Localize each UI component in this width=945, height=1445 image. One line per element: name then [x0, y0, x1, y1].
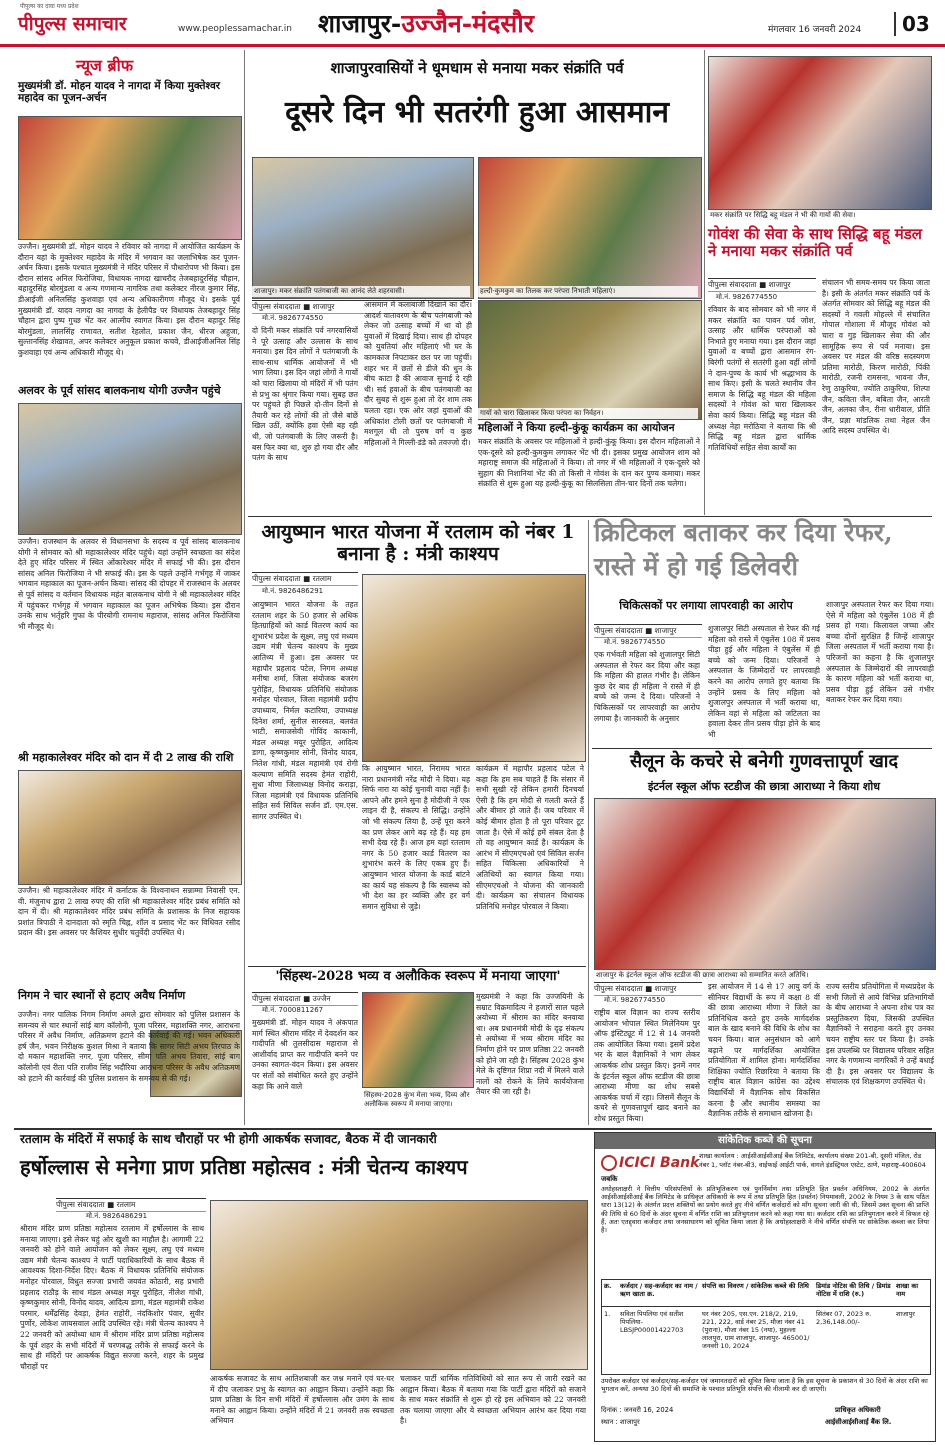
notice-place: स्थान : शाजापुर — [601, 1418, 640, 1426]
bank-logo-icon — [601, 1155, 617, 1171]
salon-byline-reporter: पीपुल्स संवाददाता — [594, 984, 643, 993]
critical-subhead: चिकित्सकों पर लगाया लापरवाही का आरोप — [619, 599, 793, 612]
salon-col-2: इस आयोजन में 14 से 17 आयु वर्ग के सीनियर विद्यार्थी के रूप में कक्षा 8 वीं की छात्रा आराध्या मीणा ने जिले का प्रतिनिधित्व करते हुए उनके मार्गदर्शक बाल के खाद बनाने की विधि के शोध का चयन किया। बाल अनुसंधान को आगे बढ़ाने पर मार्गदर्शिका आयोजित प्रतियोगिता में शामिल होना। मार्गदर्शिका शिक्षिका ज्योति रिछारिया ने बताया कि राष्ट्रीय बाल विज्ञान कांग्रेस का उद्देश्य विद्यार्थियों में वैज्ञानिक सोच विकसित करना है और स्थानीय समस्या का वैज्ञानिक तरीके से समाधान खोजना है। — [708, 982, 820, 1119]
edition-date: मंगलवार 16 जनवरी 2024 — [768, 25, 862, 35]
critical-byline-place: शाजापुर — [654, 626, 677, 635]
notice-row-branch: शाजापुर — [896, 1310, 915, 1318]
ratlam-col-3: चलाकर पार्टी धार्मिक गतिविधियों को सात रूप से जारी रखने का आह्वान किया। बैठक में बताया गया कि पार्टी द्वारा मंदिरों को सजाने के साथ मकर संक्रांति से शुरू हो रहे इस अभियान को 22 जनवरी तक चलाया जाएगा और ये स्वच्छता अभियान आरंभ कर दिया गया है। — [400, 1374, 586, 1426]
salon-col-1: राष्ट्रीय बाल विज्ञान का राज्य स्तरीय आयोजन भोपाल स्थित मिलेनियम पुर ऑफ इंस्टिट्यूट में 12 से 14 जनवरी तक आयोजित किया गया। इसमें प्रदेश भर के बाल वैज्ञानिकों ने भाग लेकर आकर्षक शोध प्रस्तुत किए। इनमें नगर के इंटर्नल स्कूल ऑफ स्टडीज की छात्रा आराध्या मीणा का शोध सबसे आकर्षक चर्चा में रहा। जिसमें सैलून के कचरे से गुणवत्तापूर्ण खाद बनाने का शोध प्रस्तुत किया। — [594, 1008, 700, 1123]
edition-title — [318, 6, 534, 40]
brief-2-headline: अलवर के पूर्व सांसद बालकनाथ योगी उज्जैन पहुंचे — [18, 384, 221, 397]
cow-photo-caption: मकर संक्रांति पर सिद्धि बहू मंडल ने भी की गायों की सेवा। — [708, 210, 930, 221]
brief-1-body: उज्जैन। मुख्यमंत्री डॉ. मोहन यादव ने रविवार को नागदा में आयोजित कार्यक्रम के दौरान यहां के मुक्तेश्वर महादेव के मंदिर में भगवान का जलाभिषेक कर पूजन-अर्चन किया। इसके पश्चात मुख्यमंत्री ने मंदिर परिसर में पौधारोपण भी किया। इस दौरान सांसद अनिल फिरोजिया, विधायक नागदा खाचरौद तेजबहादुरसिंह चौहान, बहादुरसिंह बोरमुंडला व अन्य गणमान्य नागरिक तथा कलेक्टर नीरज कुमार सिंह, डीआईजी अनिलसिंह कुशवाहा एवं अन्य अधिकारीगण मौजूद थे। इसके पूर्व मुख्यमंत्री डॉ. यादव नागदा का नागदा के हेलीपैड पर विधायक तेजबहादुर सिंह चौहान द्वारा पुष्प गुच्छ भेंट कर आत्मीय स्वागत किया। इस दौरान बहादुर सिंह बोरमुंडला, लालसिंह राणावत, सतीश रेहलोत, प्रकाश जैन, धीरज अहुजा, सुल्तानसिंह शेखावत, अपर कलेक्टर अनुकूल प्रकाश कचवे, डीआईजीअनिल सिंह कुशवाहा एवं अन्य अधिकारी मौजूद थे। — [18, 242, 240, 357]
cow-byline: पीपुल्स संवाददाता ■ शाजापुर — [708, 278, 816, 292]
divider-right-top — [704, 50, 705, 515]
simhastha-headline: 'सिंहस्थ-2028 भव्य व अलौकिक स्वरूप में मनाया जाएगा' — [275, 969, 561, 984]
notice-th-property: संपत्ति का विवरण / सांकेतिक कब्जे की तिथि — [702, 1282, 809, 1290]
cow-col-2: संचालन भी समय-समय पर किया जाता है। इसी के अंतर्गत मकर संक्रांति पर्व के अंतर्गत सोमवार को सिद्धि बहू मंडल की सदस्यों ने गवली मोहल्ले में संचालित गोपाल गोशाला में मौजूद गोवंश को चारा व गुड़ खिलाकर सेवा की और सामूहिक रूप से पर्व मनाया। इस अवसर पर मंडल की वरिष्ठ सदस्यगण प्रतिमा मारोठी, किरण मारोठी, पिंकी मारोठी, रजनी रामसना, भावना जैन, रेणु ठाकुरिया, ज्योति ठाकुरिया, शिल्पा जैन, कविता जैन, बबिता जैन, आरती जैन, अलका जैन, रीना धारीवाल, प्रीति जैन, प्रज्ञा मांडलिक तथा नेहल जैन आदि सदस्य उपस्थित थे। — [822, 278, 930, 436]
ratlam-col-2: आकर्षक सजावट के साथ आतिशबाजी कर जश्न मनाने एवं घर-घर में दीप जलाकर प्रभु के स्वागत का आह्वान किया। उन्होंने कहा कि प्राण प्रतिष्ठा के दिन सभी मंदिरों में हर्षोल्लास और उमंग के साथ मनाने का आह्वान किया। उन्होंने मंदिरों में 21 जनवरी तक स्वच्छता अभियान — [210, 1374, 394, 1426]
lead-sidebox-headline: महिलाओं ने किया हल्दी-कुंकू कार्यक्रम का आयोजन — [478, 422, 675, 434]
simhastha-mobile: मो.नं. 7000811267 — [262, 1006, 324, 1014]
notice-title: सांकेतिक कब्जे की सूचना — [595, 1133, 935, 1149]
lead-photo-haldi — [478, 157, 702, 299]
ayushman-mobile: मो.नं. 9826486291 — [262, 587, 324, 595]
notice-sign-1: प्राधिकृत अधिकारी — [835, 1406, 881, 1414]
lead-photo-cows — [478, 300, 702, 420]
page-number: 03 — [894, 12, 942, 36]
simhastha-col-3: मुख्यमंत्री ने कहा कि उज्जयिनी के सम्राट विक्रमादित्य ने हजारों साल पहले अयोध्या में श्रीराम का मंदिर बनवाया था। अब प्रधानमंत्री मोदी के दृढ़ संकल्प से अयोध्या में भव्य श्रीराम मंदिर का निर्माण होने पर प्राण प्रतिष्ठा 22 जनवरी को होने जा रही है। सिंहस्थ 2028 कुंभ मेले के दृष्टिगत शिप्रा नदी में मिलने वाले नालों को रोकने के लिये कार्ययोजना तैयार की जा रही है। — [476, 992, 584, 1097]
salon-mobile: मो.नं. 9826774550 — [604, 996, 666, 1004]
notice-row-property: घर नंबर 205, एस.एन. 218/2, 219, 221, 222, वार्ड नंबर 25, मौजा नंबर 41 (पुराना), मौजा नंबर 15 (नया), मुहल्ला लालपुरा, ग्राम शाजापुर, शाजापुर- 465001/ जनवरी 10, 2024 — [702, 1310, 810, 1350]
ratlam-photo — [210, 1200, 588, 1370]
cow-byline-place: शाजापुर — [768, 280, 791, 289]
lead-mobile: मो.नं. 9826774550 — [262, 314, 324, 322]
ayushman-byline-reporter: पीपुल्स संवाददाता — [252, 574, 301, 583]
lead-photo-haldi-caption: हल्दी-कुमकुम का तिलक कर परंपरा निभाती महिलाएं। — [478, 286, 698, 297]
notice-sign-2: आईसीआईसीआई बैंक लि. — [825, 1418, 892, 1426]
notice-row-borrower: सविता पिपलिया एवं सतीश पिपलिया- LBSJP00001422703 — [620, 1310, 684, 1334]
divider-critical-salon — [592, 748, 932, 749]
salon-col-3: राज्य स्तरीय प्रतियोगिता में मध्यप्रदेश के सभी जिलों से आये विभिन्न प्रतिभागियों के बीच आराध्या ने अपना शोध पत्र का प्रस्तुतिकरण दिया, जिसकी उपस्थित वैज्ञानिकों ने सराहना करते हुए उनका चयन राष्ट्रीय स्तर पर किया है। उनके इस उपलब्धि पर विद्यालय परिवार सहित नगर के गणमान्य नागरिकों ने उन्हें बधाई दी है। इस अवसर पर विद्यालय के संचालक एवं शिक्षकगण उपस्थित थे। — [826, 982, 934, 1087]
ratlam-col-1: श्रीराम मंदिर प्राण प्रतिष्ठा महोत्सव रतलाम में हर्षोल्लास के साथ मनाया जाएगा। इसे लेकर चहुं ओर खुशी का माहौल है। आगामी 22 जनवरी को होने वाले आयोजन को लेकर सूक्ष्म, लघु एवं मध्यम उद्यम मंत्री चेतन्य काश्यप ने पार्टी पदाधिकारियों के साथ बैठक में आवश्यक दिशा-निर्देश दिए। बैठक में विधायक प्रतिनिधि संयोजक मनोहर पोरवाल, विधुत सज्जा प्रभारी जयवंत कोठारी, सह प्रभारी प्रहलाद राठौड़ के साथ मंडल अध्यक्ष मयूर पुरोहित, नीलेश गांधी, कृष्णकुमार सोनी, विनोद यादव, आदित्य डागा, मंडल महामंत्री राकेश परमार, धर्मेंद्रसिंह देवड़ा, हेमंत राहोरी, नंदकिशोर पंवार, सुवीर पुर्णोर, लोकेश जायसवाल आदि उपस्थित रहे। मंत्री चेतन्य काश्यप ने 22 जनवरी को अयोध्या धाम में श्रीराम मंदिर प्राण प्रतिष्ठा महोत्सव के पूर्व शहर के सभी मंदिरों में चरणबद्ध तरीके से सफाई करने के साथ ही मंदिरों पर आकर्षक विद्युत सज्जा करने, शहर के प्रमुख चौराहों पर — [20, 1224, 204, 1371]
notice-bank-name: ICICI Bank — [619, 1155, 700, 1171]
divider-bottom — [14, 1128, 932, 1130]
notice-th-demand: डिमांड नोटिस की तिथि / डिमांड नोटिस में राशि (रु.) — [816, 1282, 891, 1298]
brief-4-body: उज्जैन। नगर पालिक निगम निर्माण अमले द्वारा सोमवार को पुलिस प्रशासन के समन्वय से चार स्थानों सांई बाग कॉलोनी, पूजा परिसर, महाशक्ति नगर, आराधना परिसर में अवैध निर्माण, अतिक्रमण हटाने की कार्रवाई की गई। भवन अधिकारी हर्ष जैन, भवन निरीक्षक कुशल मिश्रा ने बताया कि सागर सिटी अभय तिरपाठ के दो मकान महाशक्ति नगर, पूजा परिसर, सीमा पति अभय तिवारा, सांई बाग कॉलोनी एवं रीता पति राजीव सिंह भदौरिया आराधना परिसर के अवैध अतिक्रमण को हटाने की कार्रवाई की पुलिस प्रशासन के समन्वय से की गई। — [18, 1010, 240, 1083]
notice-th-borrower: कर्जदार / सह-कर्जदार का नाम / ऋण खाता क्र. — [620, 1282, 698, 1298]
lead-photo-cows-caption: गायों को चारा खिलाकर किया परंपरा का निर्वहन। — [478, 408, 698, 419]
divider-simhastha — [248, 966, 586, 967]
notice-footer: उपरोक्त कर्जदार एवं कर्जदार/सह-कर्जदार एवं जमानतदारों को सूचित किया जाता है कि इस सूचना के प्रकाशन से 30 दिनों के अंदर राशि का भुगतान करें, अन्यथा 30 दिनों की समाप्ति के पश्चात प्रतिभूति संपत्ति की नीलामी कर दी जाएगी। — [601, 1377, 928, 1394]
salon-photo — [594, 798, 936, 970]
masthead-website: www.peoplessamachar.in — [178, 24, 292, 34]
cow-headline: गोवंश की सेवा के साथ सिद्धि बहू मंडल ने मनाया मकर संक्रांति पर्व — [708, 225, 922, 261]
brief-3-headline: श्री महाकालेश्वर मंदिर को दान में दी 2 लाख की राशि — [18, 751, 234, 764]
notice-office: शाखा कार्यालय : आईसीआईसीआई बैंक लिमिटेड, कार्यालय संख्या 201-बी, दूसरी मंजिल, रोड नंबर 1, प्लॉट नंबर-बी3, वाईफाई आईटी पार्क, वागले इंडस्ट्रियल एस्टेट, ठाणे, महाराष्ट्र-400604 — [699, 1152, 926, 1169]
cow-mobile: मो.नं. 9826774550 — [716, 293, 778, 301]
ratlam-mobile: मो.नं. 9826486291 — [86, 1212, 148, 1220]
news-brief-title: न्यूज ब्रीफ — [76, 56, 134, 75]
notice-row-sno: 1. — [604, 1310, 611, 1318]
news-brief-label — [18, 54, 240, 76]
ayushman-col-3: कार्यक्रम में महापौर प्रहलाद पटेल ने कहा कि हम सब चाहते हैं कि संसार में सभी सुखी रहें लेकिन हमारी दिनचर्या ऐसी है कि हम मोदी से गलती करते हैं और बीमार हो जाते हैं। जब परिवार में कोई बीमार होता है तो पूरा परिवार टूट जाता है। ऐसे में कोई हमें संबल देता है तो वह आयुष्मान कार्ड है। कार्यक्रम के आरंभ में सीएमएचओ एवं सिविल सर्जन सहित चिकित्सा अधिकारियों ने अतिथियों का स्वागत किया गया। सीएमएचओ ने योजना की जानकारी दी। कार्यक्रम का संचालन विधायक प्रतिनिधि मनोहर पोरवाल ने किया। — [476, 764, 584, 911]
ratlam-byline-place: रतलाम — [116, 1200, 136, 1209]
critical-byline: पीपुल्स संवाददाता ■ शाजापुर — [594, 624, 702, 638]
notice-th-branch: शाखा का नाम — [896, 1282, 919, 1298]
divider-left — [244, 50, 245, 1125]
salon-photo-caption: शाजापुर के इंटर्नल स्कूल ऑफ स्टडीज की छात्रा आराध्या को सम्मानित करते अतिथि। — [594, 970, 934, 981]
edition-title-a: शाजापुर- — [318, 9, 402, 38]
ratlam-byline: पीपुल्स संवाददाता ■ रतलाम — [56, 1198, 206, 1212]
lead-col-1: दो दिनी मकर संक्रांति पर्व नगरवासियों ने पूरे उत्साह और उल्लास के साथ मनाया। इस दिन लोगों ने पतंगबाजी के साथ-साथ धार्मिक आयोजनों में भी भाग लिया। इस दिन जहां लोगों ने गायों को चारा खिलाया वो मंदिरों में भी पतंग से प्रभु का श्रृंगार किया गया। सुबह छत पर पहुंचते ही पिछले दो-तीन दिनों से तैयारी कर रहे लोगों की तो जैसे बांछें खिल उठीं, क्योंकि हवा ऐसी बह रही थी, जो पतंगबाजी के लिए जरूरी है। बस फिर क्या था, शुरु हो गया दौर और पतंग के साथ — [252, 326, 358, 463]
lead-col-2: आसमान में कलाबाजी दिखाने का दौर। आदर्श वातावरण के बीच पतंगबाजी को लेकर जो उत्साह बच्चों में था वो ही युवाओं में दिखाई दिया। साथ ही दोपहर को युवतियां और महिलाएं भी घर के कामकाज निपटाकर छत पर जा पहुंचीं। शहर भर में छतों से डीजे की धुन के बीच काटा है की आवाज सुनाई दे रही थी। सर्द हवाओं के बीच पतंगबाजी का दौर सुबह से शुरू हुआ तो देर शाम तक चलता रहा। एक ओर जहां युवाओं की अधिकांश टोली छतों पर पतंगबाजी में मशगूल थी तो पुरुष वर्ग व कुछ महिलाओं ने गिल्ली-डंडे को तवज्जो दी। — [364, 300, 472, 447]
lead-sidebox-body: मकर संक्रांति के अवसर पर महिलाओं ने हल्दी-कुंकू किया। इस दौरान महिलाओं ने एक-दूसरे को हल्दी-कुमकुम लगाकर भेंट भी दी। इसका प्रमुख आयोजन शाम को महाराष्ट्र समाज की महिलाओं ने किया। तो नगर में भी महिलाओं ने एक-दूसरे को सुहाग की निशानियां भेंट की तो किसी ने गोवंश के दान कर पुण्य कमाया। मकर संक्रांति से शुरू हुआ यह हल्दी-कुंकू का सिलसिला तीन-चार दिनों तक चलेगा। — [478, 437, 700, 489]
lead-kicker: शाजापुरवासियों ने धूमधाम से मनाया मकर संक्रांति पर्व — [330, 59, 624, 77]
masthead-logo: पीपुल्स समाचार — [18, 13, 127, 35]
simhastha-photo-caption: सिंहस्थ-2028 कुंभ मेला भव्य, दिव्य और अलौकिक स्वरूप में मनाया जाएगा। — [362, 1090, 472, 1110]
brief-1-photo — [18, 116, 242, 240]
notice-table-header-rule — [602, 1306, 930, 1307]
simhastha-byline-place: उज्जैन — [312, 994, 331, 1003]
simhastha-byline-reporter: पीपुल्स संवाददाता — [252, 994, 301, 1003]
salon-subhead: इंटर्नल स्कूल ऑफ स्टडीज की छात्रा आराध्या ने किया शोध — [647, 780, 881, 793]
lead-byline-place: शाजापुर — [312, 302, 335, 311]
ayushman-byline: पीपुल्स संवाददाता ■ रतलाम — [252, 572, 358, 586]
bank-notice — [594, 1132, 936, 1442]
critical-mobile: मो.नं. 9826774550 — [604, 638, 666, 646]
salon-byline: पीपुल्स संवाददाता ■ शाजापुर — [594, 982, 702, 996]
notice-intro: जबकि — [601, 1175, 618, 1183]
critical-col-2: शुजालपुर सिटी अस्पताल से रेफर की गई महिला को रास्ते में एंबुलेंस 108 में प्रसव पीड़ा हुई और महिला ने एंबुलेंस में ही बच्चे को जन्म दिया। परिजनों ने अस्पताल के जिम्मेदारों पर लापरवाही करने का आरोप लगाते हुए बताया कि उन्होंने प्रसव के लिए महिला को शुजालपुर अस्पताल में भर्ती कराया था, लेकिन वहां से महिला को जटिलता का हवाला देकर तीन प्रसव पीड़ा होने के बाद भी — [708, 624, 820, 739]
simhastha-col-1: मुख्यमंत्री डॉ. मोहन यादव ने अंकपात मार्ग स्थित श्रीराम मंदिर में देवदर्शन कर गादीपति श्री तुलसीदास महाराज से आशीर्वाद प्राप्त कर गादीपति बनने पर उनका स्वागत-वंदन किया। इस अवसर पर संतों को संबोधित करते हुए उन्होंने कहा कि आने वाले — [252, 1018, 358, 1091]
lead-photo-kites-caption: शाजापुर। मकर संक्रांति पतंगबाजी का आनंद लेते शहरवासी। — [252, 286, 470, 297]
lead-photo-kites — [252, 157, 474, 299]
ayushman-col-2: कि आयुष्मान भारत, निरामय भारत नारा प्रधानमंत्री नरेंद्र मोदी ने दिया। यह सिर्फ नारा या कोई चुनावी वादा नहीं है। आपने और हमने सुना है मोदीजी ने एक लाइन दी है, संकल्प से सिद्धि। उन्होंने जो भी संकल्प लिया है, उन्हें पूरा करने का प्रण लेकर आगे बढ़ रहे हैं। यह हम सभी देख रहे हैं। आज हम यहां रतलाम नगर के 50 हजार कार्ड वितरण का शुभारंभ करने के लिए एकत्र हुए हैं। आयुष्मान भारत योजना के कार्ड बांटने का कार्य यह संकल्प है कि स्वास्थ्य को भी देश का हर व्यक्ति और हर वर्ग समान सुविधा से जुड़े। — [362, 764, 470, 911]
notice-date: दिनांक : जनवरी 16, 2024 — [601, 1406, 674, 1414]
ayushman-headline: आयुष्मान भारत योजना में रतलाम को नंबर 1 बनाना है : मंत्री काश्यप — [261, 521, 575, 565]
simhastha-photo — [362, 992, 474, 1088]
lead-byline-reporter: पीपुल्स संवाददाता — [252, 302, 301, 311]
cow-byline-reporter: पीपुल्स संवाददाता — [708, 280, 757, 289]
notice-row-demand: सितंबर 07, 2023 रु. 2,36,148.00/- — [816, 1310, 872, 1326]
lead-byline: पीपुल्स संवाददाता ■ शाजापुर — [252, 300, 472, 314]
masthead — [0, 0, 945, 47]
ayushman-photo — [362, 574, 586, 762]
notice-table — [601, 1279, 931, 1375]
ayushman-byline-place: रतलाम — [312, 574, 332, 583]
notice-th-sno: क्र. — [604, 1282, 612, 1290]
brief-4-headline: निगम ने चार स्थानों से हटाए अवैध निर्माण — [18, 989, 186, 1002]
cow-col-1: रविवार के बाद सोमवार को भी नगर में मकर संक्रांति का पावन पर्व जोश, उत्साह और धार्मिक परंपराओं को निभाते हुए मनाया गया। इस दौरान जहां युवाओं व बच्चों द्वारा आसमान रंग-बिरंगी पतंगों से सतरंगी हुआ वहीं लोगों ने दान-पुण्य के कार्य भी श्रद्धाभाव के साथ किए। इसी के चलते स्थानीय जैन समाज के सिद्धि बहू मंडल की महिला सदस्यों ने गोवंश को चारा खिलाकर सेवा कार्य किया। सिद्धि बहू मंडल की अध्यक्ष नेहा मरोठिया ने बताया कि श्री सिद्धि बहू मंडल द्वारा धार्मिक गतिविधियों सहित सेवा कार्यों का — [708, 305, 816, 452]
notice-body: अधोहस्ताक्षरी ने वित्तीय परिसंपत्तियों के प्रतिभूतिकरण एवं पुनर्निर्माण तथा प्रतिभूति हित प्रवर्तन अधिनियम, 2002 के अंतर्गत आईसीआईसीआई बैंक लिमिटेड के प्राधिकृत अधिकारी के रूप में तथा प्रतिभूति हित (प्रवर्तन) नियमावली, 2002 के नियम 3 के साथ पठित धारा 13(12) के अंतर्गत प्रदत्त शक्तियों का प्रयोग करते हुए नीचे वर्णित कर्जदारों को माँग सूचना जारी की थी, जिसमें उक्त सूचना की प्राप्ति की तिथि से 60 दिनों के अंदर सूचना में वर्णित राशि का प्रतिभुगतान करने को कहा गया था। कर्जदार राशि का प्रतिभुगतान करने में विफल रहे हैं, अतः एतद्द्वारा कर्जदार तथा जनसाधारण को सूचित किया जाता है कि अधोहस्ताक्षरी ने नीचे वर्णित संपत्ति पर सांकेतिक कब्जा कर लिया है। — [601, 1185, 929, 1235]
edition-title-b: उज्जैन-मंदसौर — [401, 9, 534, 38]
brief-3-body: उज्जैन। श्री महाकालेश्वर मंदिर में कर्नाटक के विश्वनाथन सन्नाम्मा निवासी एन. वी. मंजुनाथ द्वारा 2 लाख रुपए की राशि श्री महाकालेश्वर मंदिर प्रबंध समिति को दान में दी। श्री महाकालेश्वर मंदिर प्रबंध समिति के प्रशासक के निज सहायक प्रशांत त्रिपाठी ने दानदाता को स्मृति चिह्न, शॉल व प्रसाद भेंट कर विधिवत रसीद प्रदान की। इस अवसर पर कैशियर सुधीर चतुर्वेदी उपस्थित थे। — [18, 886, 240, 938]
critical-col-3: शाजापुर अस्पताल रेफर कर दिया गया। ऐसे में महिला को एंबुलेंस 108 में ही प्रसव हो गया। किलावल जच्चा और बच्चा दोनों सुरक्षित हैं जिन्हें शाजापुर जिला अस्पताल में भर्ती कराया गया है। परिजनों का कहना है कि शुजालपुर अस्पताल के जिम्मेदारों की लापरवाही के कारण महिला को भर्ती कराया था, प्रसव पीड़ा हुई लेकिन उसे गंभीर बताकर रेफर कर दिया गया। — [826, 600, 934, 705]
critical-headline: क्रिटिकल बताकर कर दिया रेफर, रास्ते में हो गई डिलेवरी — [594, 518, 893, 581]
brief-2-body: उज्जैन। राजस्थान के अलवर से विधानसभा के सदस्य व पूर्व सांसद बालकनाथ योगी ने सोमवार को श्री महाकालेश्वर मंदिर पहुंचे। यहां उन्होंने स्वच्छता का संदेश देते हुए मंदिर परिसर में स्थित ओंकारेश्वर मंदिर में सफाई भी की। इस दौरान सांसद अनिल फिरोजिया ने भी सफाई की। इस के पहले उन्होंने गर्भगृह में जाकर भगवान महाकाल का पूजन-अर्चन किया। सांसद की दोपहर में राजस्थान के अलवर से पूर्व सांसद व वर्तमान विधायक महंत बालकनाथ योगी ने श्री महाकालेश्वर मंदिर में पहुंचकर गर्भगृह में भगवान महाकाल का पूजन अभिषेक किया। इस दौरान उनके साथ भर्तृहरि गुफा के पीरयोगी रामनाथ महाराज, सांसद अनिल फिरोजिया भी मौजूद थे। — [18, 537, 240, 631]
notice-bank-logo — [601, 1155, 699, 1171]
ratlam-kicker: रतलाम के मंदिरों में सफाई के साथ चौराहों पर भी होगी आकर्षक सजावट, बैठक में दी जानकारी — [20, 1132, 437, 1146]
brief-2-photo — [18, 403, 242, 535]
ayushman-col-1: आयुष्मान भारत योजना के तहत रतलाम शहर के 50 हजार से अधिक हितग्राहियों को कार्ड वितरण कार्य का शुभारंभ प्रदेश के सूक्ष्म, लघु एवं मध्यम उद्यम मंत्री चेतन्य काश्यप के मुख्य आतिथ्य में हुआ। इस अवसर पर महापौर प्रहलाद पटेल, निगम अध्यक्ष मनीषा शर्मा, जिला संयोजक बजरंग पुरोहित, विधायक प्रतिनिधि संयोजक मनोहर पोरवाल, जिला महामंत्री प्रदीप उपाध्याय, निर्मल कटारिया, उपाध्यक्ष दिनेश शर्मा, सुनील सारस्वत, बलवंत भाटी, समाजसेवी गोविंद काकानी, मंडल अध्यक्ष मयूर पुरोहित, आदित्य डागा, कृष्णकुमार सोनी, विनोद यादव, नितेश गांधी, मंडल महामंत्री एवं रोगी कल्याण समिति सदस्य हेमंत राहोरी, सुधा मीणा जिलाध्यक्ष विनोद कराड़ा, जिला महामंत्री एवं विधायक प्रतिनिधि सहित सर्व सिविल सर्जन डॉ. एम.एस. सागर उपस्थित थे। — [252, 600, 358, 821]
ratlam-byline-reporter: पीपुल्स संवाददाता — [56, 1200, 105, 1209]
ratlam-headline: हर्षोल्लास से मनेगा प्राण प्रतिष्ठा महोत्सव : मंत्री चेतन्य काश्यप — [20, 1155, 468, 1179]
salon-headline: सैलून के कचरे से बनेगी गुणवत्तापूर्ण खाद — [629, 751, 899, 772]
critical-byline-reporter: पीपुल्स संवाददाता — [594, 626, 643, 635]
salon-byline-place: शाजापुर — [654, 984, 677, 993]
critical-col-1: एक गर्भवती महिला को शुजालपुर सिटी अस्पताल से रेफर कर दिया और कहा कि महिला की हालत गंभीर है। लेकिन कुछ देर बाद ही महिला ने रास्ते में ही बच्चे को जन्म दे दिया। परिजनों ने चिकित्सकों पर लापरवाही का आरोप लगाया है। जानकारी के अनुसार — [594, 650, 700, 723]
brief-3-photo — [18, 770, 242, 885]
lead-headline: दूसरे दिन भी सतरंगी हुआ आसमान — [284, 95, 670, 130]
cow-photo — [708, 56, 932, 210]
brief-1-headline: मुख्यमंत्री डॉ. मोहन यादव ने नागदा में किया मुक्तेश्वर महादेव का पूजन-अर्चन — [18, 80, 221, 105]
divider-center-mid — [588, 520, 589, 1125]
masthead-logo-tag: पीपुल्स का दावा मध्य प्रदेश — [20, 3, 79, 10]
simhastha-byline: पीपुल्स संवाददाता ■ उज्जैन — [252, 992, 358, 1006]
